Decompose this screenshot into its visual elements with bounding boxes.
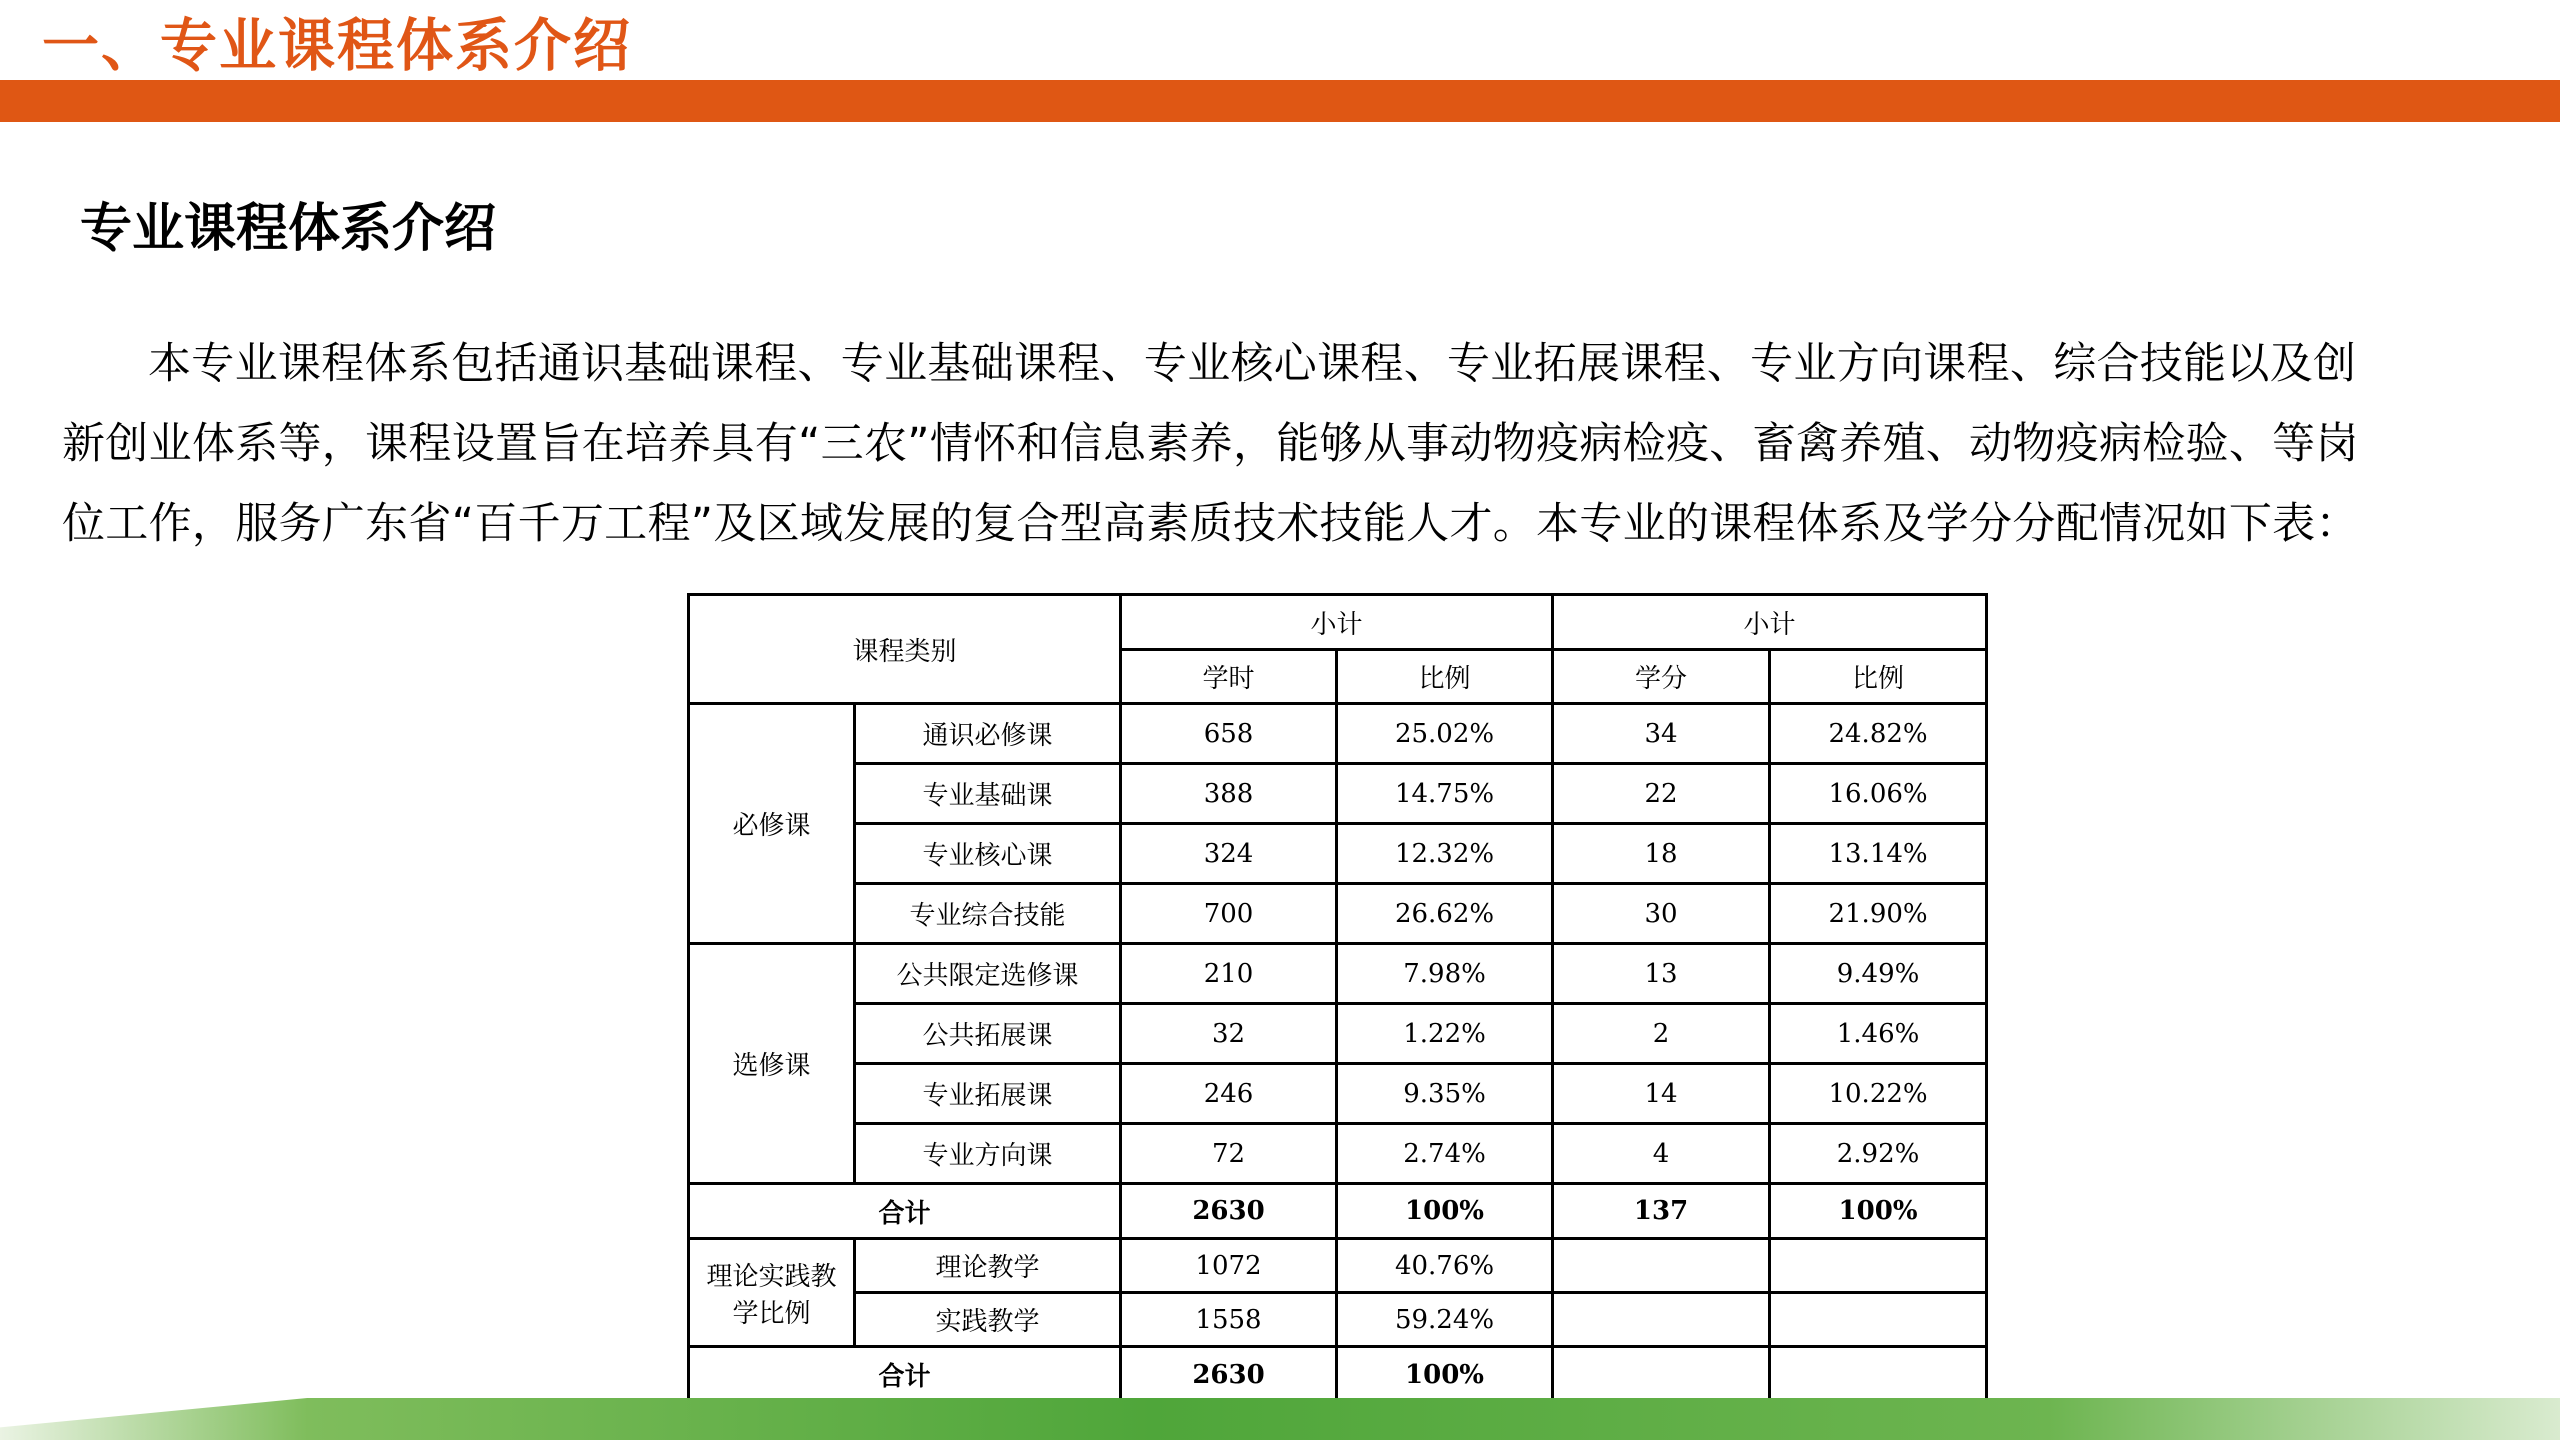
hours-pct-cell: 26.62%	[1337, 884, 1553, 944]
credits-pct-cell: 21.90%	[1770, 884, 1987, 944]
credits-cell: 22	[1553, 764, 1770, 824]
total-hours: 2630	[1121, 1184, 1337, 1239]
table-row	[689, 1293, 1987, 1347]
credits-pct-cell: 2.92%	[1770, 1124, 1987, 1184]
header-hours-group: 小计	[1121, 595, 1553, 650]
credits-cell: 13	[1553, 944, 1770, 1004]
table-row	[689, 764, 1987, 824]
hours-cell: 700	[1121, 884, 1337, 944]
empty-cell	[1553, 1293, 1770, 1347]
hours-cell: 72	[1121, 1124, 1337, 1184]
course-name: 专业基础课	[855, 764, 1121, 824]
hours-cell: 324	[1121, 824, 1337, 884]
table-row	[689, 1124, 1987, 1184]
theory-practice-label: 理论实践教学比例	[689, 1239, 855, 1347]
title-bar	[0, 80, 2560, 122]
total-row-2	[689, 1347, 1987, 1403]
empty-cell	[1770, 1347, 1987, 1403]
table-row	[689, 824, 1987, 884]
hours-pct-cell: 25.02%	[1337, 704, 1553, 764]
footer-decoration	[0, 1398, 2560, 1440]
elective-group-label: 选修课	[689, 944, 855, 1184]
hours-cell: 32	[1121, 1004, 1337, 1064]
credits-pct-cell: 9.49%	[1770, 944, 1987, 1004]
course-name: 公共限定选修课	[855, 944, 1121, 1004]
credits-pct-cell: 13.14%	[1770, 824, 1987, 884]
credits-cell: 34	[1553, 704, 1770, 764]
hours-cell: 1072	[1121, 1239, 1337, 1293]
empty-cell	[1770, 1239, 1987, 1293]
section-heading: 专业课程体系介绍	[80, 199, 497, 259]
hours-pct-cell: 1.22%	[1337, 1004, 1553, 1064]
total-credits-pct: 100%	[1770, 1184, 1987, 1239]
total2-hours-pct: 100%	[1337, 1347, 1553, 1403]
total-credits: 137	[1553, 1184, 1770, 1239]
hours-pct-cell: 59.24%	[1337, 1293, 1553, 1347]
intro-paragraph: 本专业课程体系包括通识基础课程、专业基础课程、专业核心课程、专业拓展课程、专业方向课程、综合技能以及创新创业体系等，课程设置旨在培养具有“三农”情怀和信息素养，能够从事动物疫病检疫、畜禽养殖、动物疫病检验、等岗位工作，服务广东省“百千万工程”及区域发展的复合型高素质技术技能人才。本专业的课程体系及学分分配情况如下表：	[62, 339, 2359, 549]
table-row	[689, 1064, 1987, 1124]
hours-pct-cell: 40.76%	[1337, 1239, 1553, 1293]
credits-cell: 30	[1553, 884, 1770, 944]
required-group-label: 必修课	[689, 704, 855, 944]
course-name: 专业方向课	[855, 1124, 1121, 1184]
empty-cell	[1553, 1239, 1770, 1293]
hours-cell: 246	[1121, 1064, 1337, 1124]
course-name: 专业核心课	[855, 824, 1121, 884]
hours-cell: 658	[1121, 704, 1337, 764]
hours-cell: 1558	[1121, 1293, 1337, 1347]
header-credits-group: 小计	[1553, 595, 1987, 650]
credits-cell: 18	[1553, 824, 1770, 884]
hours-pct-cell: 14.75%	[1337, 764, 1553, 824]
hours-pct-cell: 2.74%	[1337, 1124, 1553, 1184]
header-credits-ratio: 比例	[1770, 650, 1987, 704]
header-hours: 学时	[1121, 650, 1337, 704]
total-row	[689, 1184, 1987, 1239]
course-credit-table	[687, 593, 1988, 1404]
total2-hours: 2630	[1121, 1347, 1337, 1403]
credits-cell: 2	[1553, 1004, 1770, 1064]
header-credits: 学分	[1553, 650, 1770, 704]
credits-cell: 4	[1553, 1124, 1770, 1184]
total-label: 合计	[689, 1184, 1121, 1239]
course-name: 专业拓展课	[855, 1064, 1121, 1124]
course-name: 理论教学	[855, 1239, 1121, 1293]
hours-pct-cell: 7.98%	[1337, 944, 1553, 1004]
credits-pct-cell: 24.82%	[1770, 704, 1987, 764]
table-header-row-1	[689, 595, 1987, 650]
total2-label: 合计	[689, 1347, 1121, 1403]
table-row	[689, 944, 1987, 1004]
hours-pct-cell: 12.32%	[1337, 824, 1553, 884]
empty-cell	[1770, 1293, 1987, 1347]
slide-title: 一、专业课程体系介绍	[42, 13, 632, 79]
header-category: 课程类别	[689, 595, 1121, 704]
table-row	[689, 1004, 1987, 1064]
table-row	[689, 704, 1987, 764]
course-name: 通识必修课	[855, 704, 1121, 764]
credits-pct-cell: 10.22%	[1770, 1064, 1987, 1124]
credits-pct-cell: 16.06%	[1770, 764, 1987, 824]
credits-cell: 14	[1553, 1064, 1770, 1124]
total-hours-pct: 100%	[1337, 1184, 1553, 1239]
course-name: 公共拓展课	[855, 1004, 1121, 1064]
empty-cell	[1553, 1347, 1770, 1403]
course-name: 实践教学	[855, 1293, 1121, 1347]
credits-pct-cell: 1.46%	[1770, 1004, 1987, 1064]
table-row	[689, 884, 1987, 944]
table-row	[689, 1239, 1987, 1293]
hours-pct-cell: 9.35%	[1337, 1064, 1553, 1124]
header-hours-ratio: 比例	[1337, 650, 1553, 704]
course-name: 专业综合技能	[855, 884, 1121, 944]
hours-cell: 210	[1121, 944, 1337, 1004]
hours-cell: 388	[1121, 764, 1337, 824]
